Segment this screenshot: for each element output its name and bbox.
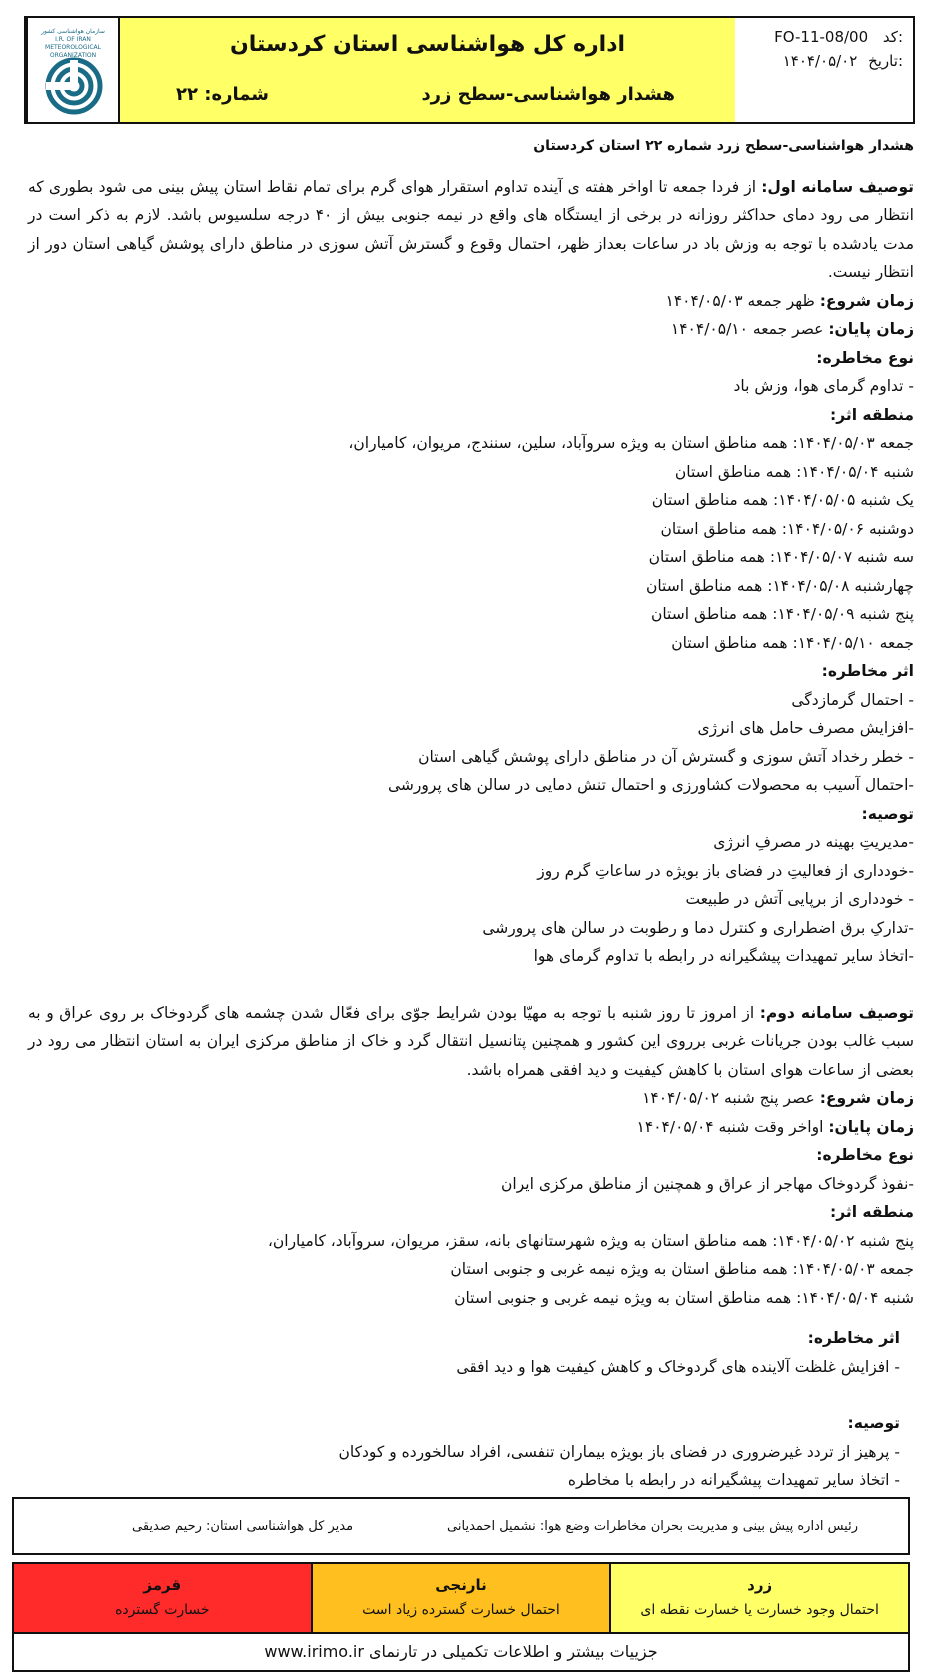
system2-effect-label: اثر مخاطره: [807, 1329, 900, 1347]
system1-area-item: پنج شنبه ۱۴۰۴/۰۵/۰۹: همه مناطق استان [650, 605, 914, 623]
system1-end-label: زمان پایان: [828, 320, 914, 338]
level-orange-desc: احتمال خسارت گسترده زیاد است [362, 1602, 560, 1618]
level-red-desc: خسارت گسترده [115, 1602, 210, 1618]
system2-desc-text: از امروز تا روز شنبه با توجه به مهیّا بودن شرایط جوّی برای فعّال شدن چشمه های گردوخاک بر روی عراق و به سبب غالب بودن جریانات غربی برروی این کشور و همچنین پتانسیل انتقال گرد و خاک از مناطق مرکزی ایران به استان انتظار می رود در بعضی از ساعات هوای استان با کاهش کیفیت و دید افقی همراه باشد. [28, 1003, 914, 1079]
website-footer: جزییات بیشتر و اطلاعات تکمیلی در تارنمای www.irimo.ir [12, 1634, 910, 1672]
system1-start [28, 287, 914, 316]
system1-hazard-label: نوع مخاطره: [816, 348, 914, 367]
system2-start [28, 1084, 914, 1113]
level-red [14, 1564, 311, 1632]
system1-advice-item: -خودداری از فعالیتِ در فضای باز بویژه در ساعاتِ گرم روز [537, 861, 914, 880]
system1-area-item: سه شنبه ۱۴۰۴/۰۵/۰۷: همه مناطق استان [648, 548, 914, 566]
system2-area-item: جمعه ۱۴۰۴/۰۵/۰۳: همه مناطق استان به ویژه نیمه غربی و جنوبی استان [450, 1260, 914, 1278]
warning-title: هشدار هواشناسی-سطح زرد [421, 84, 675, 105]
logo-text-en-3: ORGANIZATION [49, 52, 97, 59]
warning-content [28, 132, 914, 1495]
code-cell [735, 18, 913, 122]
system2-start-label: زمان شروع: [819, 1089, 914, 1107]
system1-effect-item: -احتمال آسیب به محصولات کشاورزی و احتمال تنش دمایی در سالن های پرورشی [387, 776, 914, 794]
system2-start-value: عصر پنج شنبه ۱۴۰۴/۰۵/۰۲ [642, 1089, 820, 1107]
signature-box [12, 1497, 910, 1555]
system1-area-item: جمعه ۱۴۰۴/۰۵/۱۰: همه مناطق استان [671, 633, 914, 652]
system1-start-value: ظهر جمعه ۱۴۰۴/۰۵/۰۳ [665, 291, 820, 310]
system2-advice-item: - اتخاذ سایر تمهیدات پیشگیرانه در رابطه با مخاطره [567, 1471, 900, 1489]
system1-advice-label: توصیه: [861, 804, 914, 823]
system1-desc-text: از فردا جمعه تا اواخر هفته ی آینده تداوم استقرار هوای گرم برای تمام نقاط استان پیش بینی می شود بطوری که انتظار می رود دمای حداکثر روزانه در برخی از ایستگاه های واقع در نیمه جنوبی بیش از ۴۰ درجه سلسیوس باشد. لازم به ذکر است در مدت یادشده با توجه به وزش باد در ساعات بعداز ظهر، احتمال وقوع و گسترش آتش سوزی در مناطق دارای پوشش گیاهی استان دور از انتظار نیست. [28, 177, 914, 281]
system1-area-item: یک شنبه ۱۴۰۴/۰۵/۰۵: همه مناطق استان [651, 491, 914, 509]
system1-area-item: جمعه ۱۴۰۴/۰۵/۰۳: همه مناطق استان به ویژه سروآباد، سلین، سنندج، مریوان، کامیاران، [348, 434, 914, 452]
system2-area-label: منطقه اثر: [830, 1203, 914, 1221]
system2-hazard-label: نوع مخاطره: [816, 1146, 914, 1164]
system2-advice-label: توصیه: [847, 1414, 900, 1432]
logo-text-fa: سازمان هواشناسی کشور [41, 28, 105, 35]
system2-end-label: زمان پایان: [828, 1117, 914, 1136]
logo-text-en-1: I.R. OF IRAN [55, 36, 91, 43]
director-signature: مدیر کل هواشناسی استان: رحیم صدیقی [132, 1519, 354, 1534]
system1-area-label: منطقه اثر: [830, 405, 914, 424]
system2-hazard-item: -نفوذ گردوخاک مهاجر از عراق و همچنین از مناطق مرکزی ایران [501, 1174, 914, 1193]
warning-number: شماره: ۲۲ [176, 84, 269, 105]
system2-description [28, 999, 914, 1085]
system1-description [28, 173, 914, 287]
system1-effect-label: اثر مخاطره: [821, 662, 914, 680]
system1-desc-label: توصیف سامانه اول: [761, 177, 914, 196]
system1-effect-item: -افزایش مصرف حامل های انرژی [697, 719, 914, 737]
logo-text-en-2: METEOROLOGICAL [45, 44, 101, 51]
system2-end-value: اواخر وقت شنبه ۱۴۰۴/۰۵/۰۴ [636, 1117, 829, 1136]
level-yellow [611, 1564, 908, 1632]
org-title: اداره کل هواشناسی استان کردستان [229, 32, 626, 57]
level-orange [311, 1564, 612, 1632]
code-label: کد: [882, 28, 903, 46]
forecast-head-signature: رئیس اداره پیش بینی و مدیریت بحران مخاطرات وضع هوا: نشمیل احمدیانی [447, 1519, 858, 1534]
system2-advice-item: - پرهیز از تردد غیرضروری در فضای باز بویژه بیماران تنفسی، افراد سالخورده و کودکان [338, 1442, 900, 1461]
date-label: تاریخ: [868, 52, 903, 70]
level-yellow-desc: احتمال وجود خسارت یا خسارت نقطه ای [640, 1602, 879, 1618]
level-orange-name: نارنجی [435, 1576, 487, 1594]
warning-levels-legend [12, 1562, 910, 1634]
system1-end [28, 315, 914, 344]
logo-cell [26, 18, 118, 122]
system1-effect-item: - خطر رخداد آتش سوزی و گسترش آن در مناطق دارای پوشش گیاهی استان [418, 747, 914, 766]
system2-area-item: شنبه ۱۴۰۴/۰۵/۰۴: همه مناطق استان به ویژه نیمه غربی و جنوبی استان [454, 1288, 914, 1307]
header-title-cell [118, 18, 735, 122]
system1-area-item: چهارشنبه ۱۴۰۴/۰۵/۰۸: همه مناطق استان [645, 576, 914, 595]
system1-start-label: زمان شروع: [819, 291, 914, 310]
level-red-name: قرمز [143, 1576, 182, 1594]
system1-advice-item: -اتخاذ سایر تمهیدات پیشگیرانه در رابطه با تداوم گرمای هوا [533, 947, 914, 965]
logo-text [32, 28, 114, 60]
system1-end-value: عصر جمعه ۱۴۰۴/۰۵/۱۰ [670, 320, 829, 338]
date-row [783, 52, 903, 70]
date-value: ۱۴۰۴/۰۵/۰۲ [782, 52, 858, 70]
system2-end [28, 1113, 914, 1142]
system2-effect-item: - افزایش غلظت آلاینده های گردوخاک و کاهش کیفیت هوا و دید افقی [456, 1357, 900, 1376]
system2-area-item: پنج شنبه ۱۴۰۴/۰۵/۰۲: همه مناطق استان به ویژه شهرستانهای بانه، سقز، مریوان، سروآباد، کامیاران، [267, 1231, 914, 1250]
document-title: هشدار هواشناسی-سطح زرد شماره ۲۲ استان کردستان [533, 138, 914, 154]
header-table [24, 16, 915, 124]
system1-advice-item: -تدارکِ برق اضطراری و کنترل دما و رطوبت در سالن های پرورشی [482, 918, 914, 937]
system2-desc-label: توصیف سامانه دوم: [759, 1003, 914, 1022]
system1-hazard-item: - تداوم گرمای هوا، وزش باد [733, 377, 914, 395]
system1-advice-item: -مدیریتِ بهینه در مصرفِ انرژی [713, 833, 914, 851]
system1-area-item: شنبه ۱۴۰۴/۰۵/۰۴: همه مناطق استان [674, 462, 914, 481]
code-value: FO-11-08/00 [774, 28, 869, 46]
system1-effect-item: - احتمال گرمازدگی [791, 690, 914, 709]
level-yellow-name: زرد [747, 1576, 773, 1594]
code-row [774, 28, 903, 46]
system1-advice-item: - خودداری از برپایی آتش در طبیعت [685, 890, 914, 908]
system1-area-item: دوشنبه ۱۴۰۴/۰۵/۰۶: همه مناطق استان [660, 519, 914, 538]
